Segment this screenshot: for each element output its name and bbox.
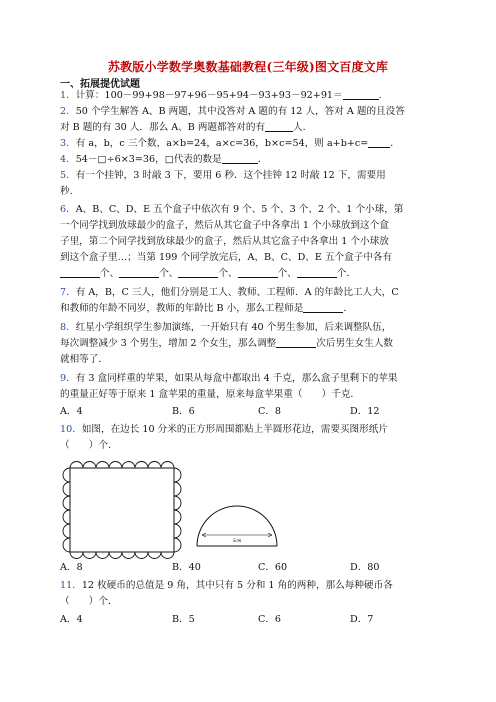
scallop-arc bbox=[83, 552, 96, 559]
scallop-arc bbox=[174, 524, 181, 538]
scallop-arc bbox=[122, 552, 135, 559]
scallop-arc bbox=[70, 462, 83, 469]
option-d: D．12 bbox=[350, 406, 380, 417]
scallop-arc bbox=[148, 462, 161, 469]
semicircle-figure bbox=[192, 496, 282, 556]
answer-blank bbox=[276, 337, 316, 348]
scallop-arc bbox=[63, 510, 70, 524]
question-text: 次后男生女生人数 bbox=[316, 338, 394, 349]
question-text: 个． bbox=[336, 268, 356, 279]
question-number: 2． bbox=[60, 106, 76, 117]
answer-blank bbox=[119, 267, 159, 278]
question-text: 如图，在边长 10 分米的正方形周围都贴上半圆形花边，需要买图形纸片 bbox=[81, 424, 388, 435]
question-text: 秒． bbox=[60, 186, 80, 197]
question-1 bbox=[60, 88, 440, 103]
question-text: 子里，第二个同学找到放球最少的盒子，然后从其它盒子中各拿出 1 个小球放 bbox=[60, 236, 389, 247]
option-a: A．4 bbox=[60, 614, 83, 625]
scallop-arc bbox=[109, 462, 122, 468]
question-text: 红星小学组织学生参加演练，一开始只有 40 个男生参加，后来调整队伍， bbox=[75, 322, 392, 333]
question-number: 6． bbox=[60, 204, 76, 215]
question-text: 12 枚硬币的总值是 9 角，其中只有 5 分和 1 角的两种，那么每种硬币各 bbox=[81, 580, 393, 591]
answer-blank bbox=[178, 267, 218, 278]
option-a: A．4 bbox=[60, 406, 83, 417]
question-8-line-1 bbox=[60, 320, 440, 335]
section-heading: 一、拓展提优试题 bbox=[60, 79, 140, 90]
punctuation: . bbox=[378, 90, 382, 101]
answer-blank bbox=[238, 267, 278, 278]
option-a: A．8 bbox=[60, 562, 83, 573]
question-text: 有 3 盒同样重的苹果，如果从每盒中都取出 4 千克，那么盒子里剩下的苹果 bbox=[75, 373, 398, 384]
document-title: 苏教版小学数学奥数基础教程(三年级)图文百度文库 bbox=[107, 60, 389, 74]
question-11-line-1 bbox=[60, 578, 440, 593]
scallop-arc bbox=[174, 482, 181, 496]
question-text: 有 A，B，C 三人，他们分别是工人、教师、工程师．A 的年龄比工人大，C bbox=[75, 287, 399, 298]
question-2-line-1 bbox=[60, 104, 440, 119]
question-10-line-2 bbox=[60, 438, 440, 453]
answer-blank bbox=[303, 302, 343, 313]
question-7-line-1 bbox=[60, 285, 440, 300]
question-text: 个、 bbox=[277, 268, 297, 279]
question-6-line-1 bbox=[60, 202, 440, 217]
scallop-arc bbox=[161, 552, 174, 559]
scalloped-square-figure bbox=[62, 460, 182, 560]
scallop-arc bbox=[148, 552, 161, 559]
question-text: 计算：100－99+98－97+96－95+94－93+93－92+91＝ bbox=[75, 90, 343, 101]
scallop-arc bbox=[174, 510, 181, 524]
scallop-arc bbox=[70, 552, 83, 559]
scallop-arc bbox=[63, 524, 70, 538]
question-8-line-3 bbox=[60, 352, 440, 367]
scallop-arc bbox=[135, 552, 148, 559]
punctuation: ． bbox=[257, 154, 268, 165]
question-7-line-2 bbox=[60, 301, 440, 316]
question-number: 7． bbox=[60, 287, 76, 298]
question-6-line-3 bbox=[60, 234, 440, 249]
scallop-arc bbox=[174, 468, 181, 482]
scallop-arc bbox=[161, 462, 174, 469]
question-9-line-2 bbox=[60, 387, 440, 402]
question-8-line-2 bbox=[60, 336, 440, 351]
option-b: B．5 bbox=[172, 614, 195, 625]
question-6-line-5 bbox=[60, 266, 440, 281]
answer-blank bbox=[297, 267, 337, 278]
punctuation: ． bbox=[390, 138, 400, 149]
scallop-arc bbox=[96, 462, 109, 469]
question-2-line-2 bbox=[60, 120, 440, 135]
question-number: 8． bbox=[60, 322, 76, 333]
question-text: 个、 bbox=[100, 268, 120, 279]
question-9-line-1 bbox=[60, 371, 440, 386]
option-d: D．80 bbox=[350, 562, 380, 573]
question-text: 到这个盒子里…；当第 199 个同学放完后，A、B、C、D、E 五个盒子中各有 bbox=[60, 252, 393, 263]
question-6-line-2 bbox=[60, 218, 440, 233]
question-text: 每次调整减少 3 个男生，增加 2 个女生，那么调整 bbox=[60, 338, 277, 349]
question-11-line-2 bbox=[60, 594, 440, 609]
question-text: （ ）个． bbox=[60, 440, 118, 451]
answer-blank bbox=[343, 89, 379, 100]
answer-blank bbox=[265, 121, 293, 132]
question-text: 54－□÷6×3=36，□代表的数是 bbox=[75, 154, 222, 165]
option-c: C．6 bbox=[258, 614, 282, 625]
punctuation: ． bbox=[343, 303, 353, 314]
dimension-label: 5cm bbox=[232, 539, 242, 544]
question-text: A、B、C、D、E 五个盒子中依次有 9 个、5 个、3 个、2 个、1 个小球，第 bbox=[75, 204, 404, 215]
question-number: 4． bbox=[60, 154, 76, 165]
question-text: 50 个学生解答 A、B 两题，其中没答对 A 题的有 12 人，答对 A 题的且没答 bbox=[75, 106, 405, 117]
scallop-arc bbox=[109, 552, 122, 558]
option-b: B．6 bbox=[172, 406, 195, 417]
question-text: 有一个挂钟，3 时敲 3 下，要用 6 秒．这个挂钟 12 时敲 12 下，需要用 bbox=[75, 170, 386, 181]
scallop-arc bbox=[63, 496, 70, 510]
question-6-line-4 bbox=[60, 250, 440, 265]
question-text: 就相等了． bbox=[60, 354, 108, 365]
scallop-arc bbox=[135, 462, 148, 469]
scallop-arc bbox=[83, 462, 96, 469]
scallop-arc bbox=[174, 496, 181, 510]
question-4 bbox=[60, 152, 440, 167]
question-text: 个、 bbox=[218, 268, 238, 279]
question-5-line-1 bbox=[60, 168, 440, 183]
scallop-arc bbox=[63, 538, 70, 552]
scallop-arc bbox=[63, 468, 70, 482]
option-b: B．40 bbox=[172, 562, 201, 573]
question-number: 11． bbox=[60, 580, 82, 591]
question-text: 和教师的年龄不同岁，教师的年龄比 B 小，那么工程师是 bbox=[60, 303, 304, 314]
option-c: C．60 bbox=[258, 562, 288, 573]
question-10-line-1 bbox=[60, 422, 440, 437]
question-number: 3． bbox=[60, 138, 76, 149]
question-number: 9． bbox=[60, 373, 76, 384]
question-text: 个、 bbox=[159, 268, 179, 279]
answer-blank bbox=[60, 267, 100, 278]
question-text: 人． bbox=[293, 122, 313, 133]
question-text: 的重量正好等于原来 1 盒苹果的重量，原来每盒苹果重（ ）千克． bbox=[60, 389, 361, 400]
question-5-line-2 bbox=[60, 184, 440, 199]
question-number: 5． bbox=[60, 170, 76, 181]
question-text: 有 a，b，c 三个数，a×b=24，a×c=36，b×c=54，则 a+b+c= bbox=[75, 138, 369, 149]
question-text: （ ）个． bbox=[60, 596, 118, 607]
scallop-arc bbox=[174, 538, 181, 552]
question-number: 10． bbox=[60, 424, 82, 435]
question-number: 1． bbox=[60, 90, 76, 101]
question-text: 对 B 题的有 30 人．那么 A、B 两题都答对的有 bbox=[60, 122, 266, 133]
answer-blank bbox=[222, 153, 258, 164]
option-c: C．8 bbox=[258, 406, 282, 417]
scallop-arc bbox=[96, 552, 109, 559]
answer-blank bbox=[368, 137, 390, 148]
scallop-arc bbox=[63, 482, 70, 496]
question-text: 一个同学找到放球最少的盒子，然后从其它盒子中各拿出 1 个小球放到这个盒 bbox=[60, 220, 389, 231]
option-d: D．7 bbox=[350, 614, 374, 625]
scallop-arc bbox=[122, 462, 135, 469]
question-3 bbox=[60, 136, 440, 151]
